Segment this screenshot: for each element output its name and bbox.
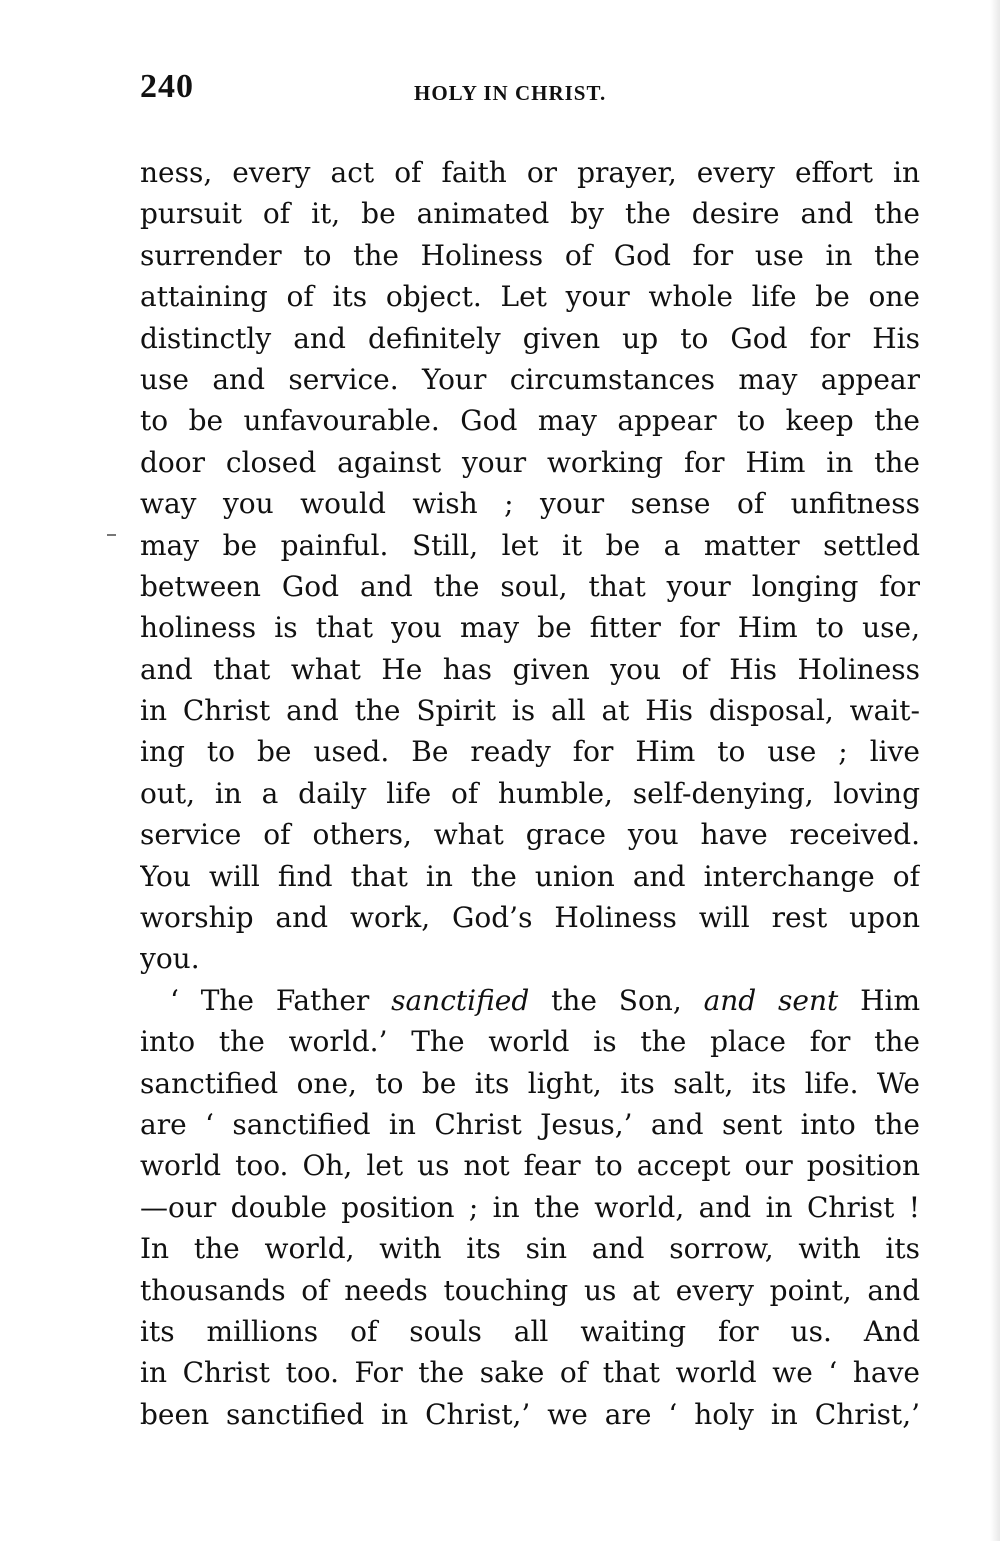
text-line: sanctified one, to be its light, its salt, its life. We [140, 1066, 920, 1100]
italic-and-sent: and sent [703, 983, 839, 1017]
text-line: in Christ and the Spirit is all at His disposal, wait- [140, 694, 920, 728]
text-line: surrender to the Holiness of God for use in the [140, 238, 920, 272]
paragraph-opening-line [140, 980, 920, 1021]
text-line: into the world.’ The world is the place for the [140, 1025, 920, 1059]
text-line: pursuit of it, be animated by the desire and the [140, 197, 920, 231]
text-line: ness, every act of faith or prayer, every effort in [140, 156, 920, 189]
running-title: HOLY IN CHRIST. [414, 81, 607, 105]
scan-speck [107, 534, 116, 536]
page-number: 240 [140, 68, 194, 105]
text-line: distinctly and definitely given up to God for His [140, 321, 920, 355]
text-line: to be unfavourable. God may appear to keep the [140, 404, 920, 438]
italic-sanctified: sanctified [391, 983, 530, 1017]
text-line: been sanctified in Christ,’ we are ‘ holy in Christ,’ [140, 1397, 920, 1431]
text-line: way you would wish ; your sense of unfitness [140, 487, 920, 521]
text-line: world too. Oh, let us not fear to accept our position [140, 1149, 920, 1183]
opening-end-text: Him [838, 983, 920, 1017]
text-line: ing to be used. Be ready for Him to use ; live [140, 735, 920, 769]
text-line: You will find that in the union and interchange of [140, 859, 920, 893]
text-line: you. [140, 942, 200, 976]
running-head [140, 68, 920, 108]
text-line: door closed against your working for Him in the [140, 445, 920, 479]
text-line: between God and the soul, that your longing for [140, 569, 920, 603]
text-line: use and service. Your circumstances may appear [140, 362, 920, 396]
paragraph-2 [140, 980, 920, 1435]
text-line: thousands of needs touching us at every point, and [140, 1273, 920, 1307]
paragraph-1 [140, 152, 920, 980]
text-line: In the world, with its sin and sorrow, with its [140, 1232, 920, 1266]
scan-page-edge [990, 0, 1000, 1541]
text-line: holiness is that you may be fitter for Him to use, [140, 611, 920, 645]
text-line: in Christ too. For the sake of that world we ‘ have [140, 1356, 920, 1390]
opening-quote-text: ‘ The Father [170, 983, 392, 1017]
opening-mid-text: the Son, [529, 983, 704, 1017]
text-line: attaining of its object. Let your whole life be one [140, 280, 920, 314]
text-line: its millions of souls all waiting for us. And [140, 1314, 920, 1348]
text-line: may be painful. Still, let it be a matter settled [140, 528, 920, 562]
text-line: and that what He has given you of His Holiness [140, 652, 920, 686]
text-line: out, in a daily life of humble, self-denying, loving [140, 776, 920, 810]
body-text [140, 152, 920, 1435]
text-line: are ‘ sanctified in Christ Jesus,’ and sent into the [140, 1107, 920, 1141]
text-line: —our double position ; in the world, and in Christ ! [140, 1190, 920, 1224]
text-line: worship and work, God’s Holiness will rest upon [140, 901, 920, 935]
text-line: service of others, what grace you have received. [140, 818, 920, 852]
